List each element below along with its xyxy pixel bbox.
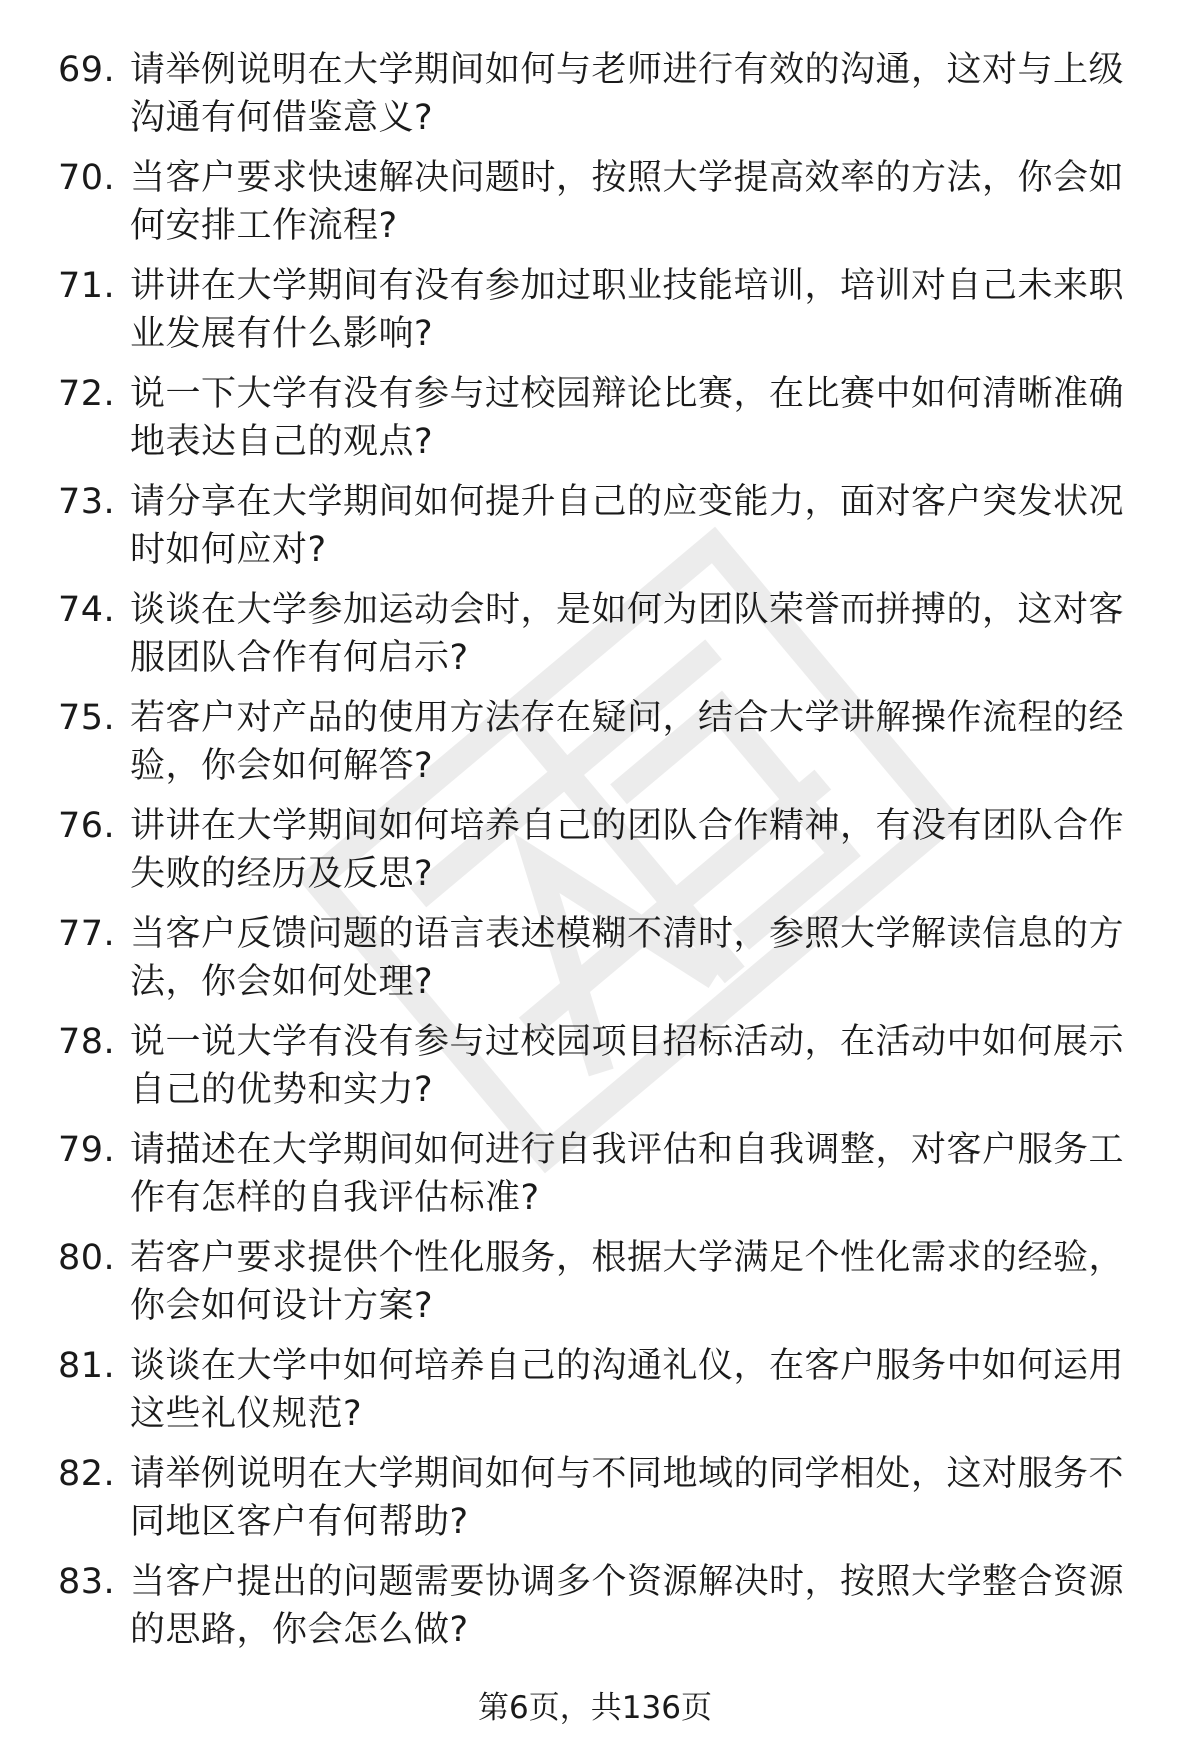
question-number: 69. — [58, 50, 116, 90]
list-item — [58, 262, 1148, 370]
question-text: 说一下大学有没有参与过校园辩论比赛，在比赛中如何清晰准确地表达自己的观点? — [130, 374, 1125, 462]
question-text: 若客户对产品的使用方法存在疑问，结合大学讲解操作流程的经验，你会如何解答? — [130, 698, 1125, 786]
list-item — [58, 1342, 1148, 1450]
question-number: 77. — [58, 914, 116, 954]
question-list — [58, 46, 1148, 1666]
list-item — [58, 478, 1148, 586]
question-text: 请分享在大学期间如何提升自己的应变能力，面对客户突发状况时如何应对? — [130, 482, 1125, 570]
list-item — [58, 1126, 1148, 1234]
question-text: 请举例说明在大学期间如何与老师进行有效的沟通，这对与上级沟通有何借鉴意义? — [130, 50, 1125, 138]
list-item — [58, 1450, 1148, 1558]
list-item — [58, 1558, 1148, 1666]
question-text: 当客户要求快速解决问题时，按照大学提高效率的方法，你会如何安排工作流程? — [130, 158, 1125, 246]
question-text: 若客户要求提供个性化服务，根据大学满足个性化需求的经验，你会如何设计方案? — [130, 1238, 1125, 1326]
list-item — [58, 802, 1148, 910]
question-number: 74. — [58, 590, 116, 630]
list-item — [58, 370, 1148, 478]
question-number: 78. — [58, 1022, 116, 1062]
question-number: 80. — [58, 1238, 116, 1278]
question-text: 说一说大学有没有参与过校园项目招标活动，在活动中如何展示自己的优势和实力? — [130, 1022, 1125, 1110]
question-number: 75. — [58, 698, 116, 738]
question-number: 73. — [58, 482, 116, 522]
question-text: 讲讲在大学期间有没有参加过职业技能培训，培训对自己未来职业发展有什么影响? — [130, 266, 1125, 354]
question-text: 请描述在大学期间如何进行自我评估和自我调整，对客户服务工作有怎样的自我评估标准? — [130, 1130, 1125, 1218]
question-number: 70. — [58, 158, 116, 198]
question-text: 请举例说明在大学期间如何与不同地域的同学相处，这对服务不同地区客户有何帮助? — [130, 1454, 1125, 1542]
question-number: 79. — [58, 1130, 116, 1170]
question-text: 讲讲在大学期间如何培养自己的团队合作精神，有没有团队合作失败的经历及反思? — [130, 806, 1125, 894]
list-item — [58, 910, 1148, 1018]
page-footer: 第6页，共136页 — [478, 1690, 712, 1726]
question-text: 谈谈在大学中如何培养自己的沟通礼仪，在客户服务中如何运用这些礼仪规范? — [130, 1346, 1125, 1434]
list-item — [58, 46, 1148, 154]
list-item — [58, 586, 1148, 694]
question-number: 82. — [58, 1454, 116, 1494]
question-number: 76. — [58, 806, 116, 846]
list-item — [58, 694, 1148, 802]
list-item — [58, 1234, 1148, 1342]
question-text: 当客户提出的问题需要协调多个资源解决时，按照大学整合资源的思路，你会怎么做? — [130, 1562, 1125, 1650]
question-number: 81. — [58, 1346, 116, 1386]
question-number: 72. — [58, 374, 116, 414]
question-text: 当客户反馈问题的语言表述模糊不清时，参照大学解读信息的方法，你会如何处理? — [130, 914, 1125, 1002]
question-number: 71. — [58, 266, 116, 306]
list-item — [58, 154, 1148, 262]
question-text: 谈谈在大学参加运动会时，是如何为团队荣誉而拼搏的，这对客服团队合作有何启示? — [130, 590, 1125, 678]
question-number: 83. — [58, 1562, 116, 1602]
list-item — [58, 1018, 1148, 1126]
